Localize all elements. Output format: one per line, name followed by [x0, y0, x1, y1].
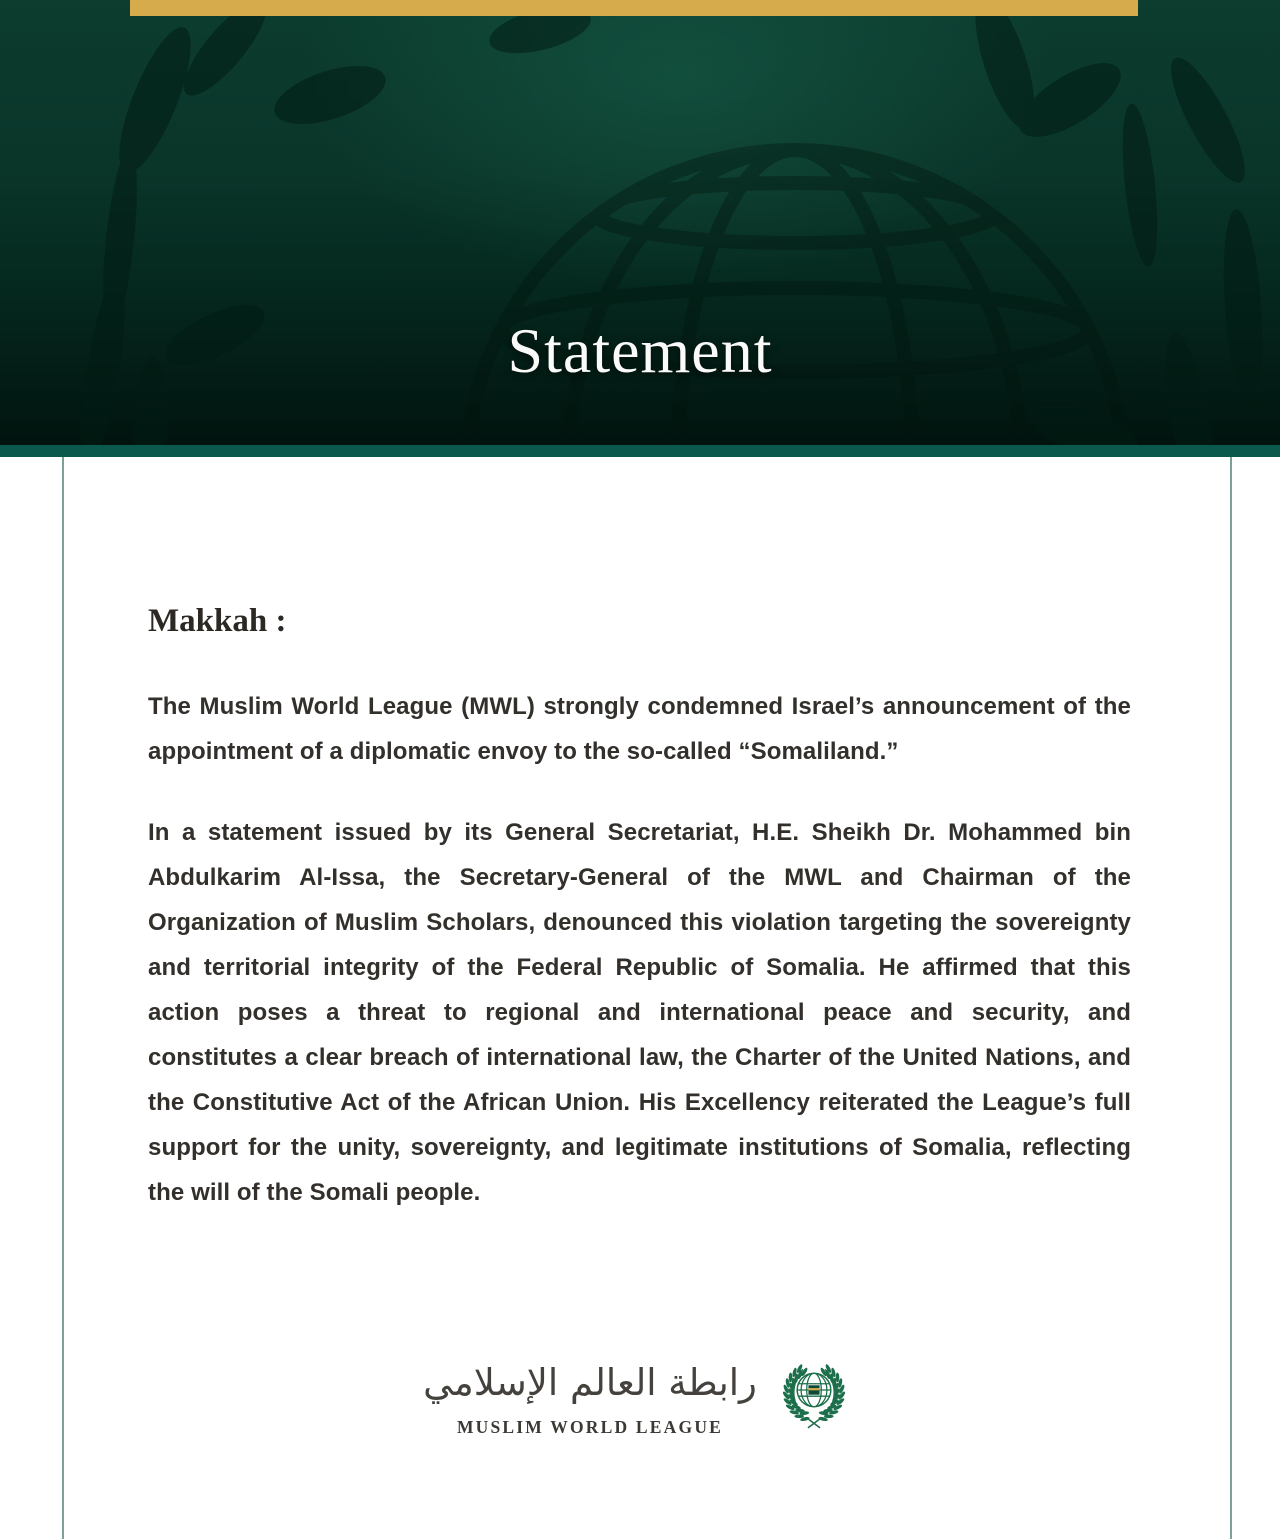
header-banner [0, 0, 1280, 457]
statement-paragraph: The Muslim World League (MWL) strongly condemned Israel’s announcement of the appointment of a diplomatic envoy to the so-called “Somaliland.” [148, 693, 1131, 765]
statement-paragraph: In a statement issued by its General Secretariat, H.E. Sheikh Dr. Mohammed bin Abdulkarim Al-Issa, the Secretary-General of the MWL and Chairman of the Organization of Muslim Scholars, denounced this violation targeting the sovereignty and territorial integrity of the Federal Republic of Somalia. He affirmed that this action poses a threat to regional and international peace and security, and constitutes a clear breach of international law, the Charter of the United Nations, and the Constitutive Act of the African Union. His Excellency reiterated the League’s full support for the unity, sovereignty, and legitimate institutions of Somalia, reflecting the will of the Somali people. [148, 819, 1131, 1206]
mwl-logo-text [423, 1352, 757, 1438]
statement-body [148, 457, 1131, 1215]
top-gold-bar [130, 0, 1138, 16]
location-heading: Makkah : [148, 603, 287, 639]
laurel-globe-decor [0, 0, 1280, 457]
mwl-emblem [771, 1352, 857, 1440]
mwl-logo [0, 1352, 1280, 1440]
teal-divider [0, 445, 1280, 457]
statement-title: Statement [507, 315, 773, 386]
globe-decor-lines [465, 150, 1125, 457]
mwl-wordmark: MUSLIM WORLD LEAGUE [456, 1417, 724, 1437]
laurel-leaves-decor [72, 0, 1268, 457]
kaaba-icon [808, 1385, 819, 1394]
mwl-arabic-calligraphy: رابطة العالم الإسلامي [423, 1361, 757, 1404]
